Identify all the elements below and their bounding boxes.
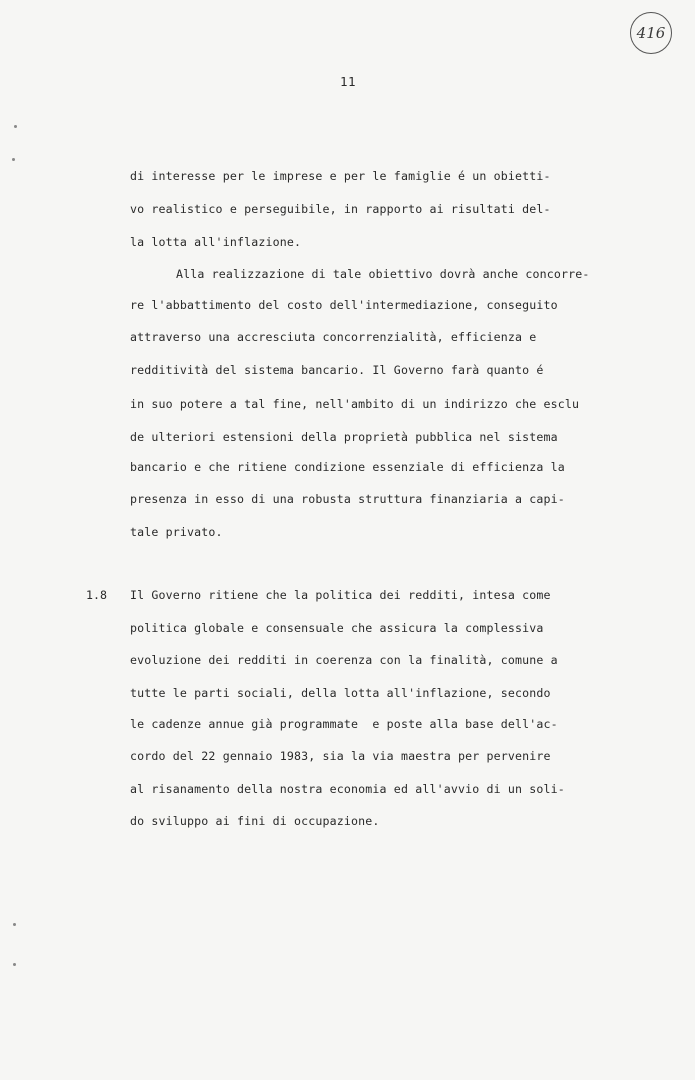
text-line: di interesse per le imprese e per le famiglie é un obietti- (130, 169, 551, 183)
text-line: vo realistico e perseguibile, in rapporto ai risultati del- (130, 202, 551, 216)
page-number: 11 (340, 74, 357, 89)
text-line: Alla realizzazione di tale obiettivo dovrà anche concorre- (176, 267, 590, 281)
text-line: le cadenze annue già programmate e poste alla base dell'ac- (130, 717, 558, 731)
margin-mark (14, 125, 17, 128)
text-line: al risanamento della nostra economia ed all'avvio di un soli- (130, 782, 565, 796)
text-line: politica globale e consensuale che assicura la complessiva (130, 621, 544, 635)
text-line: re l'abbattimento del costo dell'intermediazione, conseguito (130, 298, 558, 312)
margin-mark (12, 158, 15, 161)
section-number: 1.8 (86, 588, 107, 602)
text-line: de ulteriori estensioni della proprietà pubblica nel sistema (130, 430, 558, 444)
text-line: attraverso una accresciuta concorrenzialità, efficienza e (130, 330, 537, 344)
page-stamp (630, 12, 672, 54)
margin-mark (13, 963, 16, 966)
text-line: evoluzione dei redditi in coerenza con la finalità, comune a (130, 653, 558, 667)
page-stamp-text: 416 (636, 24, 666, 42)
text-line: Il Governo ritiene che la politica dei redditi, intesa come (130, 588, 551, 602)
text-line: la lotta all'inflazione. (130, 235, 302, 249)
text-line: do sviluppo ai fini di occupazione. (130, 814, 380, 828)
text-line: tale privato. (130, 525, 223, 539)
text-line: presenza in esso di una robusta struttura finanziaria a capi- (130, 492, 565, 506)
text-line: bancario e che ritiene condizione essenziale di efficienza la (130, 460, 565, 474)
text-line: in suo potere a tal fine, nell'ambito di un indirizzo che esclu (130, 397, 580, 411)
text-line: cordo del 22 gennaio 1983, sia la via maestra per pervenire (130, 749, 551, 763)
text-line: redditività del sistema bancario. Il Governo farà quanto é (130, 363, 544, 377)
text-line: tutte le parti sociali, della lotta all'inflazione, secondo (130, 686, 551, 700)
margin-mark (13, 923, 16, 926)
